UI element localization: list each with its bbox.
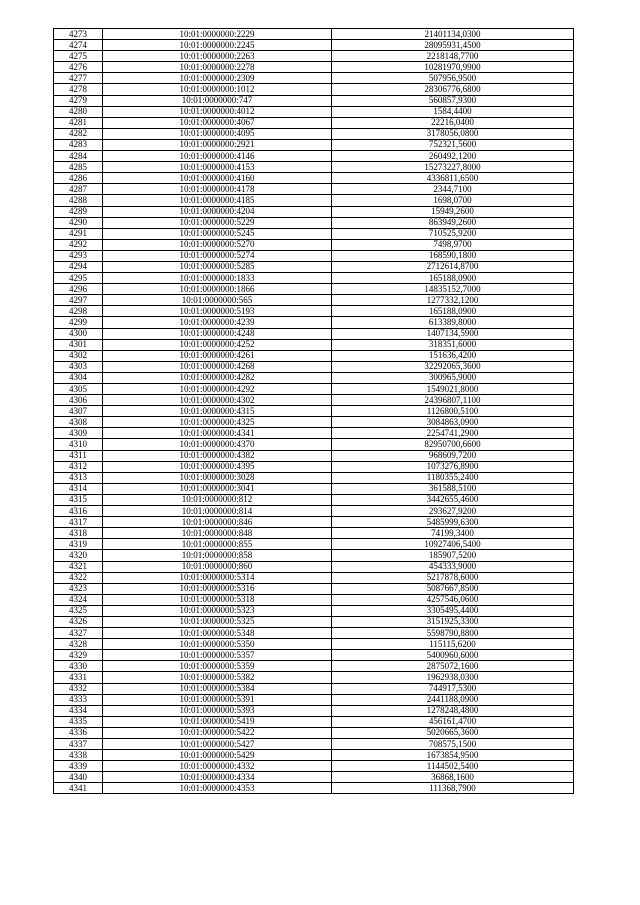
value-cell: 151636,4200: [332, 350, 574, 361]
cadastral-number-cell: 10:01:0000000:5429: [103, 750, 332, 761]
row-number-cell: 4308: [54, 417, 103, 428]
row-number-cell: 4306: [54, 395, 103, 406]
cadastral-number-cell: 10:01:0000000:5274: [103, 250, 332, 261]
cadastral-number-cell: 10:01:0000000:5391: [103, 694, 332, 705]
table-row: [54, 628, 574, 639]
table-row: [54, 395, 574, 406]
cadastral-number-cell: 10:01:0000000:4261: [103, 350, 332, 361]
cadastral-number-cell: 10:01:0000000:5419: [103, 716, 332, 727]
row-number-cell: 4339: [54, 761, 103, 772]
cadastral-number-cell: 10:01:0000000:5318: [103, 594, 332, 605]
table-row: [54, 750, 574, 761]
table-row: [54, 517, 574, 528]
value-cell: 36868,1600: [332, 772, 574, 783]
cadastral-number-cell: 10:01:0000000:4268: [103, 361, 332, 372]
table-row: [54, 62, 574, 73]
cadastral-number-cell: 10:01:0000000:5285: [103, 261, 332, 272]
value-cell: 5598790,8800: [332, 628, 574, 639]
value-cell: 456161,4700: [332, 716, 574, 727]
value-cell: 5217878,6000: [332, 572, 574, 583]
row-number-cell: 4289: [54, 206, 103, 217]
table-row: [54, 561, 574, 572]
cadastral-number-cell: 10:01:0000000:4239: [103, 317, 332, 328]
row-number-cell: 4283: [54, 139, 103, 150]
value-cell: 5485999,6300: [332, 517, 574, 528]
value-cell: 32292065,3600: [332, 361, 574, 372]
cadastral-number-cell: 10:01:0000000:858: [103, 550, 332, 561]
row-number-cell: 4299: [54, 317, 103, 328]
table-row: [54, 772, 574, 783]
row-number-cell: 4316: [54, 506, 103, 517]
row-number-cell: 4286: [54, 173, 103, 184]
value-cell: 1698,0700: [332, 195, 574, 206]
row-number-cell: 4337: [54, 739, 103, 750]
cadastral-number-cell: 10:01:0000000:5245: [103, 228, 332, 239]
row-number-cell: 4321: [54, 561, 103, 572]
value-cell: 2218148,7700: [332, 51, 574, 62]
value-cell: 708575,1500: [332, 739, 574, 750]
value-cell: 28095931,4500: [332, 40, 574, 51]
value-cell: 1126800,5100: [332, 406, 574, 417]
row-number-cell: 4302: [54, 350, 103, 361]
cadastral-number-cell: 10:01:0000000:4334: [103, 772, 332, 783]
row-number-cell: 4293: [54, 250, 103, 261]
value-cell: 1962938,0300: [332, 672, 574, 683]
row-number-cell: 4325: [54, 605, 103, 616]
cadastral-number-cell: 10:01:0000000:4395: [103, 461, 332, 472]
value-cell: 82950700,6600: [332, 439, 574, 450]
value-cell: 5020665,3600: [332, 727, 574, 738]
row-number-cell: 4278: [54, 84, 103, 95]
table-row: [54, 428, 574, 439]
row-number-cell: 4333: [54, 694, 103, 705]
cadastral-number-cell: 10:01:0000000:5427: [103, 739, 332, 750]
table-row: [54, 450, 574, 461]
cadastral-number-cell: 10:01:0000000:5422: [103, 727, 332, 738]
row-number-cell: 4284: [54, 151, 103, 162]
cadastral-number-cell: 10:01:0000000:5382: [103, 672, 332, 683]
value-cell: 752321,5600: [332, 139, 574, 150]
value-cell: 7498,9700: [332, 239, 574, 250]
table-row: [54, 117, 574, 128]
row-number-cell: 4297: [54, 295, 103, 306]
cadastral-number-cell: 10:01:0000000:2921: [103, 139, 332, 150]
row-number-cell: 4330: [54, 661, 103, 672]
cadastral-number-cell: 10:01:0000000:4248: [103, 328, 332, 339]
value-cell: 165188,0900: [332, 306, 574, 317]
value-cell: 1549021,8000: [332, 384, 574, 395]
table-row: [54, 228, 574, 239]
row-number-cell: 4298: [54, 306, 103, 317]
row-number-cell: 4332: [54, 683, 103, 694]
cadastral-number-cell: 10:01:0000000:4012: [103, 106, 332, 117]
row-number-cell: 4311: [54, 450, 103, 461]
row-number-cell: 4309: [54, 428, 103, 439]
table-row: [54, 783, 574, 794]
value-cell: 4257546,0600: [332, 594, 574, 605]
row-number-cell: 4301: [54, 339, 103, 350]
table-row: [54, 417, 574, 428]
table-row: [54, 206, 574, 217]
table-body: [54, 29, 574, 794]
table-row: [54, 550, 574, 561]
table-row: [54, 716, 574, 727]
table-row: [54, 95, 574, 106]
value-cell: 185907,5200: [332, 550, 574, 561]
value-cell: 21401134,0300: [332, 29, 574, 40]
row-number-cell: 4320: [54, 550, 103, 561]
table-row: [54, 195, 574, 206]
table-row: [54, 306, 574, 317]
table-row: [54, 361, 574, 372]
cadastral-number-cell: 10:01:0000000:855: [103, 539, 332, 550]
cadastral-number-cell: 10:01:0000000:747: [103, 95, 332, 106]
table-row: [54, 106, 574, 117]
cadastral-number-cell: 10:01:0000000:5350: [103, 639, 332, 650]
table-row: [54, 406, 574, 417]
row-number-cell: 4313: [54, 472, 103, 483]
value-cell: 3178056,0800: [332, 128, 574, 139]
row-number-cell: 4331: [54, 672, 103, 683]
cadastral-table: [53, 28, 574, 794]
value-cell: 361588,5100: [332, 483, 574, 494]
value-cell: 3151925,3300: [332, 616, 574, 627]
value-cell: 115115,6200: [332, 639, 574, 650]
cadastral-number-cell: 10:01:0000000:1866: [103, 284, 332, 295]
value-cell: 3442655,4600: [332, 494, 574, 505]
value-cell: 15949,2600: [332, 206, 574, 217]
table-row: [54, 594, 574, 605]
cadastral-number-cell: 10:01:0000000:4160: [103, 173, 332, 184]
table-row: [54, 73, 574, 84]
table-row: [54, 239, 574, 250]
cadastral-number-cell: 10:01:0000000:5393: [103, 705, 332, 716]
row-number-cell: 4305: [54, 384, 103, 395]
row-number-cell: 4288: [54, 195, 103, 206]
value-cell: 2254741,2900: [332, 428, 574, 439]
cadastral-number-cell: 10:01:0000000:2309: [103, 73, 332, 84]
table-row: [54, 439, 574, 450]
value-cell: 24396807,1100: [332, 395, 574, 406]
row-number-cell: 4295: [54, 273, 103, 284]
table-row: [54, 250, 574, 261]
cadastral-number-cell: 10:01:0000000:4095: [103, 128, 332, 139]
row-number-cell: 4322: [54, 572, 103, 583]
cadastral-number-cell: 10:01:0000000:4067: [103, 117, 332, 128]
table-row: [54, 328, 574, 339]
value-cell: 863949,2600: [332, 217, 574, 228]
value-cell: 15273227,8000: [332, 162, 574, 173]
row-number-cell: 4303: [54, 361, 103, 372]
table-row: [54, 739, 574, 750]
row-number-cell: 4315: [54, 494, 103, 505]
cadastral-number-cell: 10:01:0000000:1833: [103, 273, 332, 284]
value-cell: 710525,9200: [332, 228, 574, 239]
table-row: [54, 694, 574, 705]
cadastral-number-cell: 10:01:0000000:3041: [103, 483, 332, 494]
cadastral-number-cell: 10:01:0000000:4178: [103, 184, 332, 195]
table-row: [54, 151, 574, 162]
row-number-cell: 4290: [54, 217, 103, 228]
row-number-cell: 4328: [54, 639, 103, 650]
value-cell: 168590,1800: [332, 250, 574, 261]
cadastral-number-cell: 10:01:0000000:4341: [103, 428, 332, 439]
table-row: [54, 173, 574, 184]
row-number-cell: 4335: [54, 716, 103, 727]
row-number-cell: 4307: [54, 406, 103, 417]
cadastral-number-cell: 10:01:0000000:5325: [103, 616, 332, 627]
table-row: [54, 727, 574, 738]
cadastral-number-cell: 10:01:0000000:5270: [103, 239, 332, 250]
value-cell: 293627,9200: [332, 506, 574, 517]
value-cell: 4336811,6500: [332, 173, 574, 184]
row-number-cell: 4273: [54, 29, 103, 40]
row-number-cell: 4334: [54, 705, 103, 716]
row-number-cell: 4312: [54, 461, 103, 472]
row-number-cell: 4326: [54, 616, 103, 627]
cadastral-number-cell: 10:01:0000000:5348: [103, 628, 332, 639]
table-row: [54, 40, 574, 51]
value-cell: 111368,7900: [332, 783, 574, 794]
table-row: [54, 761, 574, 772]
row-number-cell: 4291: [54, 228, 103, 239]
cadastral-number-cell: 10:01:0000000:5384: [103, 683, 332, 694]
cadastral-number-cell: 10:01:0000000:4315: [103, 406, 332, 417]
row-number-cell: 4327: [54, 628, 103, 639]
row-number-cell: 4282: [54, 128, 103, 139]
value-cell: 507956,9500: [332, 73, 574, 84]
value-cell: 260492,1200: [332, 151, 574, 162]
row-number-cell: 4287: [54, 184, 103, 195]
cadastral-number-cell: 10:01:0000000:4332: [103, 761, 332, 772]
table-row: [54, 472, 574, 483]
cadastral-number-cell: 10:01:0000000:4185: [103, 195, 332, 206]
table-row: [54, 705, 574, 716]
value-cell: 2344,7100: [332, 184, 574, 195]
cadastral-number-cell: 10:01:0000000:2229: [103, 29, 332, 40]
value-cell: 560857,9300: [332, 95, 574, 106]
row-number-cell: 4304: [54, 372, 103, 383]
value-cell: 165188,0900: [332, 273, 574, 284]
value-cell: 1277332,1200: [332, 295, 574, 306]
cadastral-number-cell: 10:01:0000000:2263: [103, 51, 332, 62]
table-row: [54, 494, 574, 505]
value-cell: 744917,5300: [332, 683, 574, 694]
table-row: [54, 295, 574, 306]
cadastral-number-cell: 10:01:0000000:5323: [103, 605, 332, 616]
cadastral-number-cell: 10:01:0000000:5314: [103, 572, 332, 583]
row-number-cell: 4341: [54, 783, 103, 794]
row-number-cell: 4310: [54, 439, 103, 450]
cadastral-number-cell: 10:01:0000000:5229: [103, 217, 332, 228]
table-row: [54, 261, 574, 272]
cadastral-number-cell: 10:01:0000000:4204: [103, 206, 332, 217]
value-cell: 613389,8000: [332, 317, 574, 328]
row-number-cell: 4280: [54, 106, 103, 117]
cadastral-number-cell: 10:01:0000000:860: [103, 561, 332, 572]
value-cell: 28306776,6800: [332, 84, 574, 95]
value-cell: 1073276,8900: [332, 461, 574, 472]
table-row: [54, 317, 574, 328]
row-number-cell: 4329: [54, 650, 103, 661]
value-cell: 10281970,9900: [332, 62, 574, 73]
table-row: [54, 572, 574, 583]
row-number-cell: 4279: [54, 95, 103, 106]
value-cell: 10927406,5400: [332, 539, 574, 550]
row-number-cell: 4296: [54, 284, 103, 295]
value-cell: 2441188,0900: [332, 694, 574, 705]
row-number-cell: 4294: [54, 261, 103, 272]
value-cell: 454333,9000: [332, 561, 574, 572]
row-number-cell: 4275: [54, 51, 103, 62]
cadastral-number-cell: 10:01:0000000:3028: [103, 472, 332, 483]
cadastral-number-cell: 10:01:0000000:814: [103, 506, 332, 517]
cadastral-number-cell: 10:01:0000000:565: [103, 295, 332, 306]
table-row: [54, 528, 574, 539]
cadastral-number-cell: 10:01:0000000:4292: [103, 384, 332, 395]
row-number-cell: 4277: [54, 73, 103, 84]
table-row: [54, 461, 574, 472]
table-row: [54, 672, 574, 683]
table-row: [54, 339, 574, 350]
value-cell: 3084863,0900: [332, 417, 574, 428]
table-row: [54, 661, 574, 672]
value-cell: 14835152,7000: [332, 284, 574, 295]
cadastral-number-cell: 10:01:0000000:2278: [103, 62, 332, 73]
table-row: [54, 51, 574, 62]
row-number-cell: 4300: [54, 328, 103, 339]
cadastral-number-cell: 10:01:0000000:4382: [103, 450, 332, 461]
row-number-cell: 4338: [54, 750, 103, 761]
cadastral-number-cell: 10:01:0000000:4252: [103, 339, 332, 350]
cadastral-number-cell: 10:01:0000000:4146: [103, 151, 332, 162]
table-row: [54, 139, 574, 150]
table-row: [54, 539, 574, 550]
value-cell: 300965,9000: [332, 372, 574, 383]
row-number-cell: 4324: [54, 594, 103, 605]
table-row: [54, 639, 574, 650]
table-row: [54, 350, 574, 361]
value-cell: 3305495,4400: [332, 605, 574, 616]
cadastral-number-cell: 10:01:0000000:2245: [103, 40, 332, 51]
cadastral-number-cell: 10:01:0000000:5193: [103, 306, 332, 317]
value-cell: 968609,7200: [332, 450, 574, 461]
cadastral-number-cell: 10:01:0000000:4370: [103, 439, 332, 450]
table-row: [54, 217, 574, 228]
table-row: [54, 372, 574, 383]
row-number-cell: 4274: [54, 40, 103, 51]
cadastral-number-cell: 10:01:0000000:4302: [103, 395, 332, 406]
value-cell: 1144502,5400: [332, 761, 574, 772]
table-row: [54, 605, 574, 616]
row-number-cell: 4292: [54, 239, 103, 250]
row-number-cell: 4276: [54, 62, 103, 73]
row-number-cell: 4285: [54, 162, 103, 173]
value-cell: 1407134,5900: [332, 328, 574, 339]
cadastral-number-cell: 10:01:0000000:4282: [103, 372, 332, 383]
table-row: [54, 483, 574, 494]
row-number-cell: 4281: [54, 117, 103, 128]
table-row: [54, 583, 574, 594]
row-number-cell: 4314: [54, 483, 103, 494]
value-cell: 5087667,8500: [332, 583, 574, 594]
value-cell: 74199,3400: [332, 528, 574, 539]
cadastral-number-cell: 10:01:0000000:4325: [103, 417, 332, 428]
row-number-cell: 4319: [54, 539, 103, 550]
cadastral-number-cell: 10:01:0000000:4353: [103, 783, 332, 794]
value-cell: 1278248,4800: [332, 705, 574, 716]
cadastral-number-cell: 10:01:0000000:812: [103, 494, 332, 505]
value-cell: 318351,6000: [332, 339, 574, 350]
value-cell: 1180355,2400: [332, 472, 574, 483]
cadastral-number-cell: 10:01:0000000:1012: [103, 84, 332, 95]
table-row: [54, 284, 574, 295]
cadastral-number-cell: 10:01:0000000:5316: [103, 583, 332, 594]
row-number-cell: 4318: [54, 528, 103, 539]
value-cell: 2875072,1600: [332, 661, 574, 672]
row-number-cell: 4317: [54, 517, 103, 528]
table-row: [54, 184, 574, 195]
table-row: [54, 683, 574, 694]
row-number-cell: 4340: [54, 772, 103, 783]
table-row: [54, 29, 574, 40]
value-cell: 1673854,9500: [332, 750, 574, 761]
row-number-cell: 4323: [54, 583, 103, 594]
table-row: [54, 506, 574, 517]
row-number-cell: 4336: [54, 727, 103, 738]
cadastral-number-cell: 10:01:0000000:846: [103, 517, 332, 528]
value-cell: 22216,0400: [332, 117, 574, 128]
cadastral-number-cell: 10:01:0000000:5359: [103, 661, 332, 672]
value-cell: 5400960,6000: [332, 650, 574, 661]
cadastral-number-cell: 10:01:0000000:5357: [103, 650, 332, 661]
cadastral-number-cell: 10:01:0000000:4153: [103, 162, 332, 173]
cadastral-number-cell: 10:01:0000000:848: [103, 528, 332, 539]
value-cell: 1584,4400: [332, 106, 574, 117]
value-cell: 2712614,8700: [332, 261, 574, 272]
table-row: [54, 84, 574, 95]
table-row: [54, 384, 574, 395]
table-row: [54, 273, 574, 284]
table-row: [54, 616, 574, 627]
table-row: [54, 650, 574, 661]
table-row: [54, 162, 574, 173]
table-row: [54, 128, 574, 139]
